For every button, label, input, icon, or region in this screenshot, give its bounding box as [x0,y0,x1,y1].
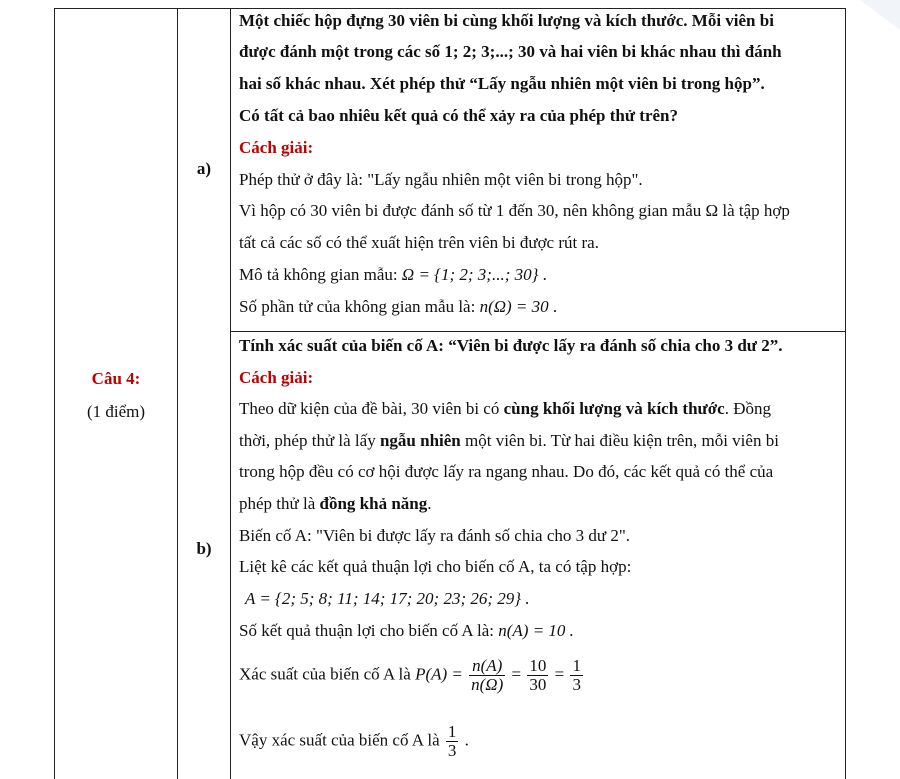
favorable-formula: n(A) = 10 . [498,621,574,640]
part-b-set-a: A = {2; 5; 8; 11; 14; 17; 20; 23; 26; 29} . [245,589,530,608]
part-a-problem-line-2: được đánh một trong các số 1; 2; 3;...; 30 và hai viên bi khác nhau thì đánh [239,42,782,61]
probability-label: Xác suất của biến cố A là [239,664,411,684]
equals-sign: = [511,664,522,684]
part-a-problem-line-4: Có tất cả bao nhiêu kết quả có thể xảy ra của phép thử trên? [239,106,678,125]
fraction-denominator: 3 [572,675,581,694]
column-divider-2 [230,9,231,779]
period: . [464,730,469,750]
part-a-solution-heading: Cách giải: [239,138,314,157]
fraction-n-a-over-n-omega [469,657,505,694]
part-a-solution-line-1: Phép thử ở đây là: "Lấy ngẫu nhiên một viên bi trong hộp". [239,170,643,189]
question-title: Câu 4: [91,369,141,388]
part-a-count: Số phần tử của không gian mẫu là: n(Ω) = 30 . [239,297,558,316]
text-run: một viên bi. Từ hai điều kiện trên, mỗi viên bi [460,431,779,450]
bold-run: cùng khối lượng và kích thước [503,399,725,418]
fraction-conclusion [446,723,459,760]
text-run: phép thử là [239,494,320,513]
fraction-numerator: 1 [572,656,581,675]
sample-space-formula: Ω = {1; 2; 3;...; 30} [401,265,539,284]
part-a-problem-line-1: Một chiếc hộp đựng 30 viên bi cùng khối lượng và kích thước. Mỗi viên bi [239,11,774,30]
question-points: (1 điểm) [86,402,146,421]
part-b-problem: Tính xác suất của biến cố A: “Viên bi được lấy ra đánh số chia cho 3 dư 2”. [239,336,783,355]
part-b-paragraph-line-2 [239,431,839,451]
part-b-paragraph-line-1 [239,399,839,419]
part-a-label: a) [196,159,212,178]
text-run: Theo dữ kiện của đề bài, 30 viên bi có [239,399,504,418]
part-b-conclusion [239,723,839,760]
fraction-10-over-30 [527,657,548,694]
part-a-problem-line-3: hai số khác nhau. Xét phép thử “Lấy ngẫu nhiên một viên bi trong hộp”. [239,74,765,93]
favorable-label: Số kết quả thuận lợi cho biến cố A là: [239,621,494,640]
part-b-probability [239,657,839,694]
fraction-1-over-3 [570,657,583,694]
part-b-paragraph-line-4 [239,494,839,514]
row-divider [230,331,845,332]
text-run: . Đồng [724,399,771,418]
part-a-sample-space: Mô tả không gian mẫu: Ω = {1; 2; 3;...; 30} . [239,265,547,284]
count-label: Số phần tử của không gian mẫu là: [239,297,476,316]
part-b-favorable [239,621,839,641]
fraction-numerator: 10 [529,656,547,675]
sample-space-label: Mô tả không gian mẫu: [239,265,398,284]
part-b-list-intro: Liệt kê các kết quả thuận lợi cho biến cố A, ta có tập hợp: [239,557,632,576]
solution-table [54,8,846,779]
fraction-numerator: 1 [447,722,457,741]
conclusion-label: Vậy xác suất của biến cố A là [239,730,440,750]
part-b-label: b) [196,539,212,558]
text-run: . [427,494,432,513]
probability-lhs: P(A) = [415,664,463,684]
column-divider-1 [177,9,178,779]
watermark-decoration-icon [840,0,900,40]
part-a-solution-line-3: tất cả các số có thể xuất hiện trên viên bi được rút ra. [239,233,599,252]
fraction-denominator: 30 [529,675,547,694]
part-b-solution-heading: Cách giải: [239,368,314,387]
part-b-paragraph-line-3: trong hộp đều có cơ hội được lấy ra ngang nhau. Do đó, các kết quả có thể của [239,462,774,481]
fraction-numerator: n(A) [469,657,505,676]
equals-sign: = [554,664,565,684]
fraction-denominator: 3 [447,741,457,760]
bold-run: ngẫu nhiên [379,431,461,450]
part-a-solution-line-2: Vì hộp có 30 viên bi được đánh số từ 1 đến 30, nên không gian mẫu Ω là tập hợp [239,201,790,220]
count-formula: n(Ω) = 30 [479,297,549,316]
part-b-event: Biến cố A: "Viên bi được lấy ra đánh số chia cho 3 dư 2". [239,526,631,545]
fraction-denominator: n(Ω) [471,675,504,694]
text-run: thời, phép thử là lấy [239,431,380,450]
bold-run: đồng khả năng [319,494,428,513]
